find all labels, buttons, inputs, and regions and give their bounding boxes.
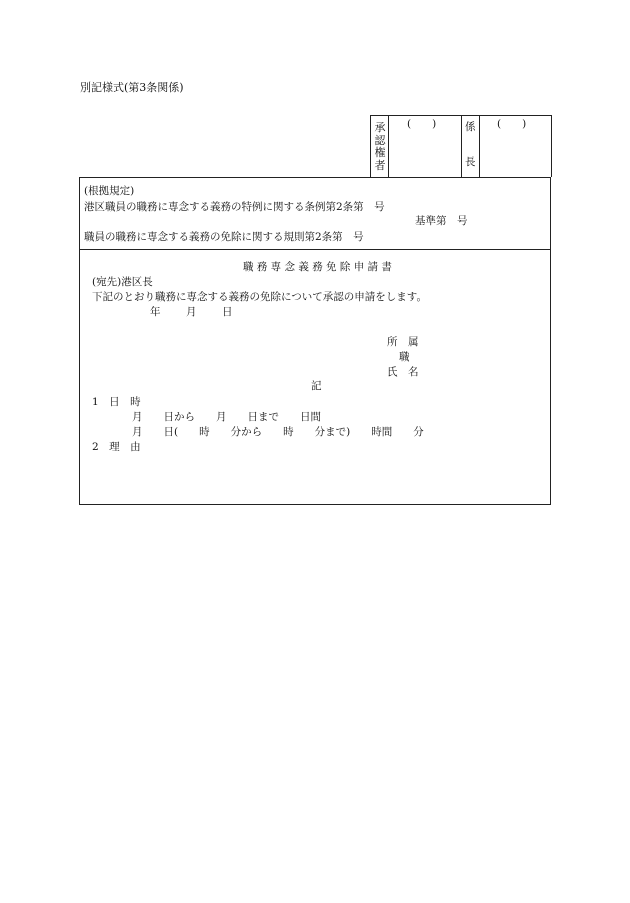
addressee: (宛先)港区長 <box>92 276 153 288</box>
approver-stamp-field[interactable]: ( ) <box>407 118 437 130</box>
chief-stamp-field[interactable]: ( ) <box>497 118 527 130</box>
ki-label: 記 <box>311 380 322 392</box>
approver-label: 承認権者 <box>374 121 386 172</box>
basis-heading: (根拠規定) <box>84 185 135 197</box>
application-frame <box>79 177 551 505</box>
date-month: 月 <box>186 306 197 318</box>
basis-standard-line: 基準第 号 <box>415 215 468 227</box>
affiliation-label: 所 属 <box>387 336 419 348</box>
name-label: 氏 名 <box>387 366 419 378</box>
application-title: 職 務 専 念 義 務 免 除 申 請 書 <box>243 261 392 273</box>
position-label: 職 <box>399 351 410 363</box>
basis-rule-line: 職員の職務に専念する義務の免除に関する規則第2条第 号 <box>84 231 364 243</box>
form-title: 別記様式(第3条関係) <box>80 81 184 94</box>
item-datetime-label: 1 日 時 <box>92 396 141 408</box>
date-day: 日 <box>222 306 233 318</box>
chief-label-bottom: 長 <box>465 156 476 168</box>
statement: 下記のとおり職務に専念する義務の免除について承認の申請をします。 <box>92 291 427 303</box>
chief-label-top: 係 <box>465 121 476 133</box>
section-divider <box>79 249 551 250</box>
item-datetime-hours-line: 月 日( 時 分から 時 分まで) 時間 分 <box>132 426 424 438</box>
item-datetime-days-line: 月 日から 月 日まで 日間 <box>132 411 321 423</box>
basis-ordinance-line: 港区職員の職務に専念する義務の特例に関する条例第2条第 号 <box>84 201 385 213</box>
item-reason-label: 2 理 由 <box>92 441 141 453</box>
date-year: 年 <box>150 306 161 318</box>
